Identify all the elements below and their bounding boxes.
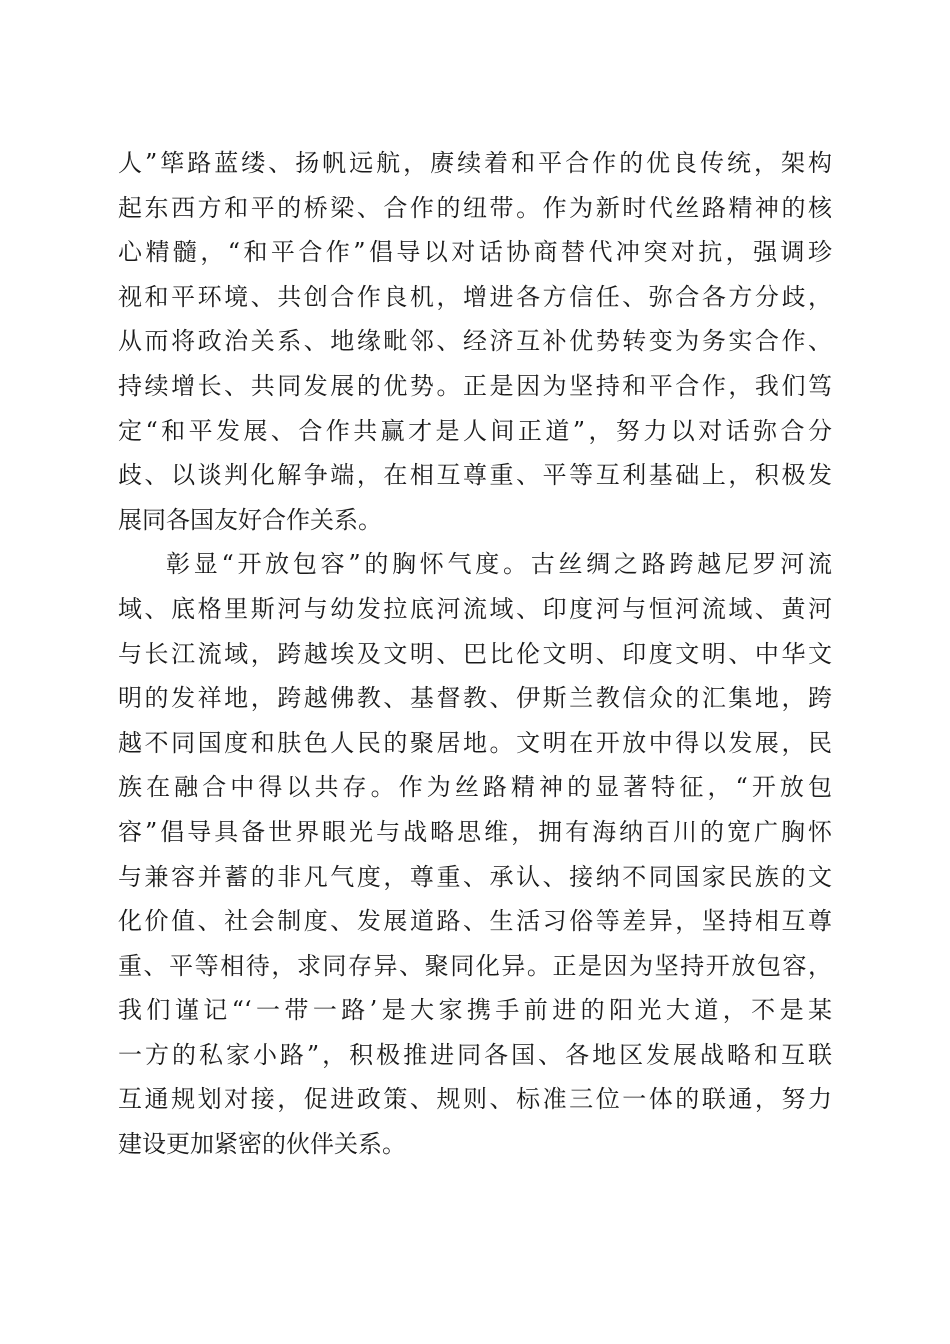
text-line: 定“和平发展、合作共赢才是人间正道”，努力以对话弥合分	[118, 416, 832, 445]
text-line: 域、底格里斯河与幼发拉底河流域、印度河与恒河流域、黄河	[118, 594, 832, 623]
text-line: 容”倡导具备世界眼光与战略思维，拥有海纳百川的宽广胸怀	[118, 817, 832, 846]
text-line: 视和平环境、共创合作良机，增进各方信任、弥合各方分歧，	[118, 282, 832, 311]
text-line: 展同各国友好合作关系。	[118, 505, 382, 534]
text-line: 族在融合中得以共存。作为丝路精神的显著特征，“开放包	[118, 773, 832, 802]
text-line: 持续增长、共同发展的优势。正是因为坚持和平合作，我们笃	[118, 371, 832, 400]
text-line: 互通规划对接，促进政策、规则、标准三位一体的联通，努力	[118, 1085, 832, 1114]
text-line: 建设更加紧密的伙伴关系。	[118, 1130, 406, 1159]
text-line: 人”筚路蓝缕、扬帆远航，赓续着和平合作的优良传统，架构	[118, 149, 832, 177]
text-line: 起东西方和平的桥梁、合作的纽带。作为新时代丝路精神的核	[118, 193, 832, 222]
text-line: 重、平等相待，求同存异、聚同化异。正是因为坚持开放包容，	[118, 951, 832, 980]
text-line: 心精髓，“和平合作”倡导以对话协商替代冲突对抗，强调珍	[118, 238, 832, 267]
text-line: 与兼容并蓄的非凡气度，尊重、承认、接纳不同国家民族的文	[118, 862, 832, 891]
text-line: 明的发祥地，跨越佛教、基督教、伊斯兰教信众的汇集地，跨	[118, 684, 832, 713]
text-line: 化价值、社会制度、发展道路、生活习俗等差异，坚持相互尊	[118, 907, 832, 936]
text-line: 彰显“开放包容”的胸怀气度。古丝绸之路跨越尼罗河流	[166, 550, 832, 579]
paragraph-openness-inclusiveness	[118, 542, 832, 1166]
text-line: 从而将政治关系、地缘毗邻、经济互补优势转变为务实合作、	[118, 327, 832, 356]
text-line: 越不同国度和肤色人民的聚居地。文明在开放中得以发展，民	[118, 728, 832, 757]
paragraph-peace-cooperation	[118, 141, 832, 542]
text-line: 我们谨记“‘一带一路’是大家携手前进的阳光大道，不是某	[118, 996, 832, 1025]
text-line: 一方的私家小路”，积极推进同各国、各地区发展战略和互联	[118, 1040, 832, 1069]
text-line: 与长江流域，跨越埃及文明、巴比伦文明、印度文明、中华文	[118, 639, 832, 668]
text-line: 歧、以谈判化解争端，在相互尊重、平等互利基础上，积极发	[118, 461, 832, 490]
document-body	[118, 141, 832, 1167]
